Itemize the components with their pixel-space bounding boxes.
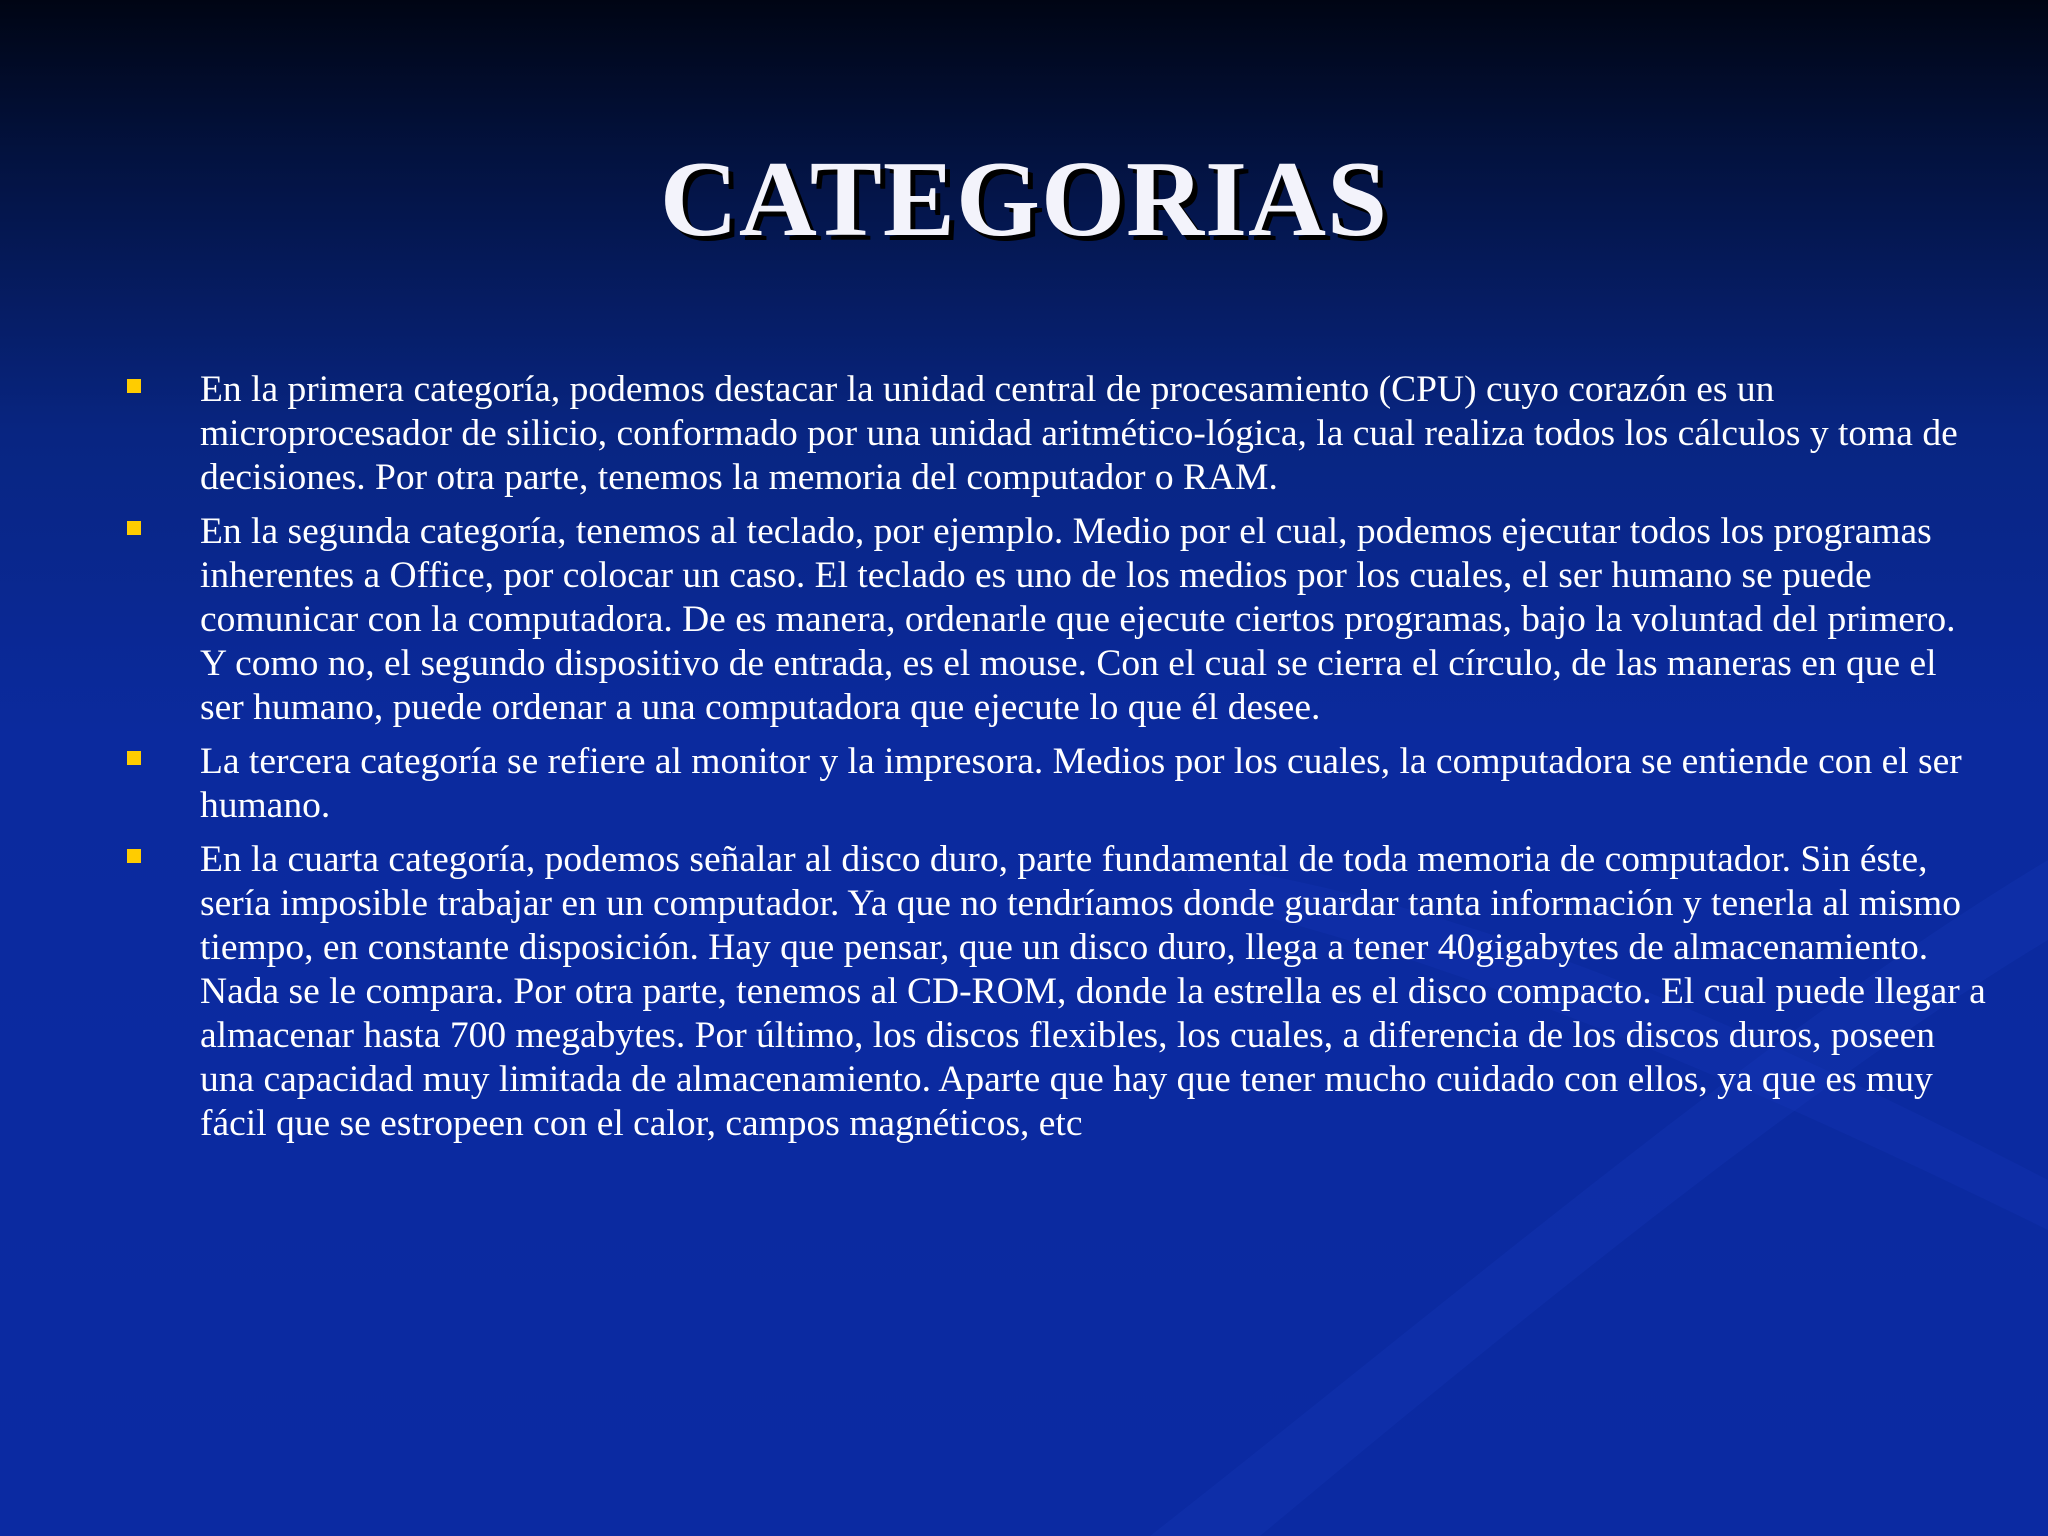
bullet-list — [0, 368, 2048, 1156]
bullet-text: La tercera categoría se refiere al monitor y la impresora. Medios por los cuales, la computadora se entiende con el ser humano. — [200, 741, 1962, 826]
square-bullet-icon — [127, 521, 141, 535]
bullet-text: En la cuarta categoría, podemos señalar al disco duro, parte fundamental de toda memoria de computador. Sin éste, sería imposible trabajar en un computador. Ya que no tendríamos donde guardar tanta información y tenerla al mismo tiempo, en constante disposición. Hay que pensar, que un disco duro, llega a tener 40gigabytes de almacenamiento. Nada se le compara. Por otra parte, tenemos al CD-ROM, donde la estrella es el disco compacto. El cual puede llegar a almacenar hasta 700 megabytes. Por último, los discos flexibles, los cuales, a diferencia de los discos duros, poseen una capacidad muy limitada de almacenamiento. Aparte que hay que tener mucho cuidado con ellos, ya que es muy fácil que se estropeen con el calor, campos magnéticos, etc — [200, 839, 1986, 1144]
bullet-text: En la segunda categoría, tenemos al teclado, por ejemplo. Medio por el cual, podemos ejecutar todos los programas inherentes a Office, por colocar un caso. El teclado es uno de los medios por los cuales, el ser humano se puede comunicar con la computadora. De es manera, ordenarle que ejecute ciertos programas, bajo la voluntad del primero. Y como no, el segundo dispositivo de entrada, es el mouse. Con el cual se cierra el círculo, de las maneras en que el ser humano, puede ordenar a una computadora que ejecute lo que él desee. — [200, 511, 1956, 728]
bullet-item-segunda-categoria — [0, 510, 2048, 730]
bullet-text: En la primera categoría, podemos destacar la unidad central de procesamiento (CPU) cuyo corazón es un microprocesador de silicio, conformado por una unidad aritmético-lógica, la cual realiza todos los cálculos y toma de decisiones. Por otra parte, tenemos la memoria del computador o RAM. — [200, 369, 1958, 498]
square-bullet-icon — [127, 751, 141, 765]
bullet-item-cuarta-categoria — [0, 838, 2048, 1146]
bullet-item-tercera-categoria — [0, 740, 2048, 828]
square-bullet-icon — [127, 379, 141, 393]
bullet-item-primera-categoria — [0, 368, 2048, 500]
square-bullet-icon — [127, 849, 141, 863]
slide-title: CATEGORIAS — [659, 140, 1389, 259]
